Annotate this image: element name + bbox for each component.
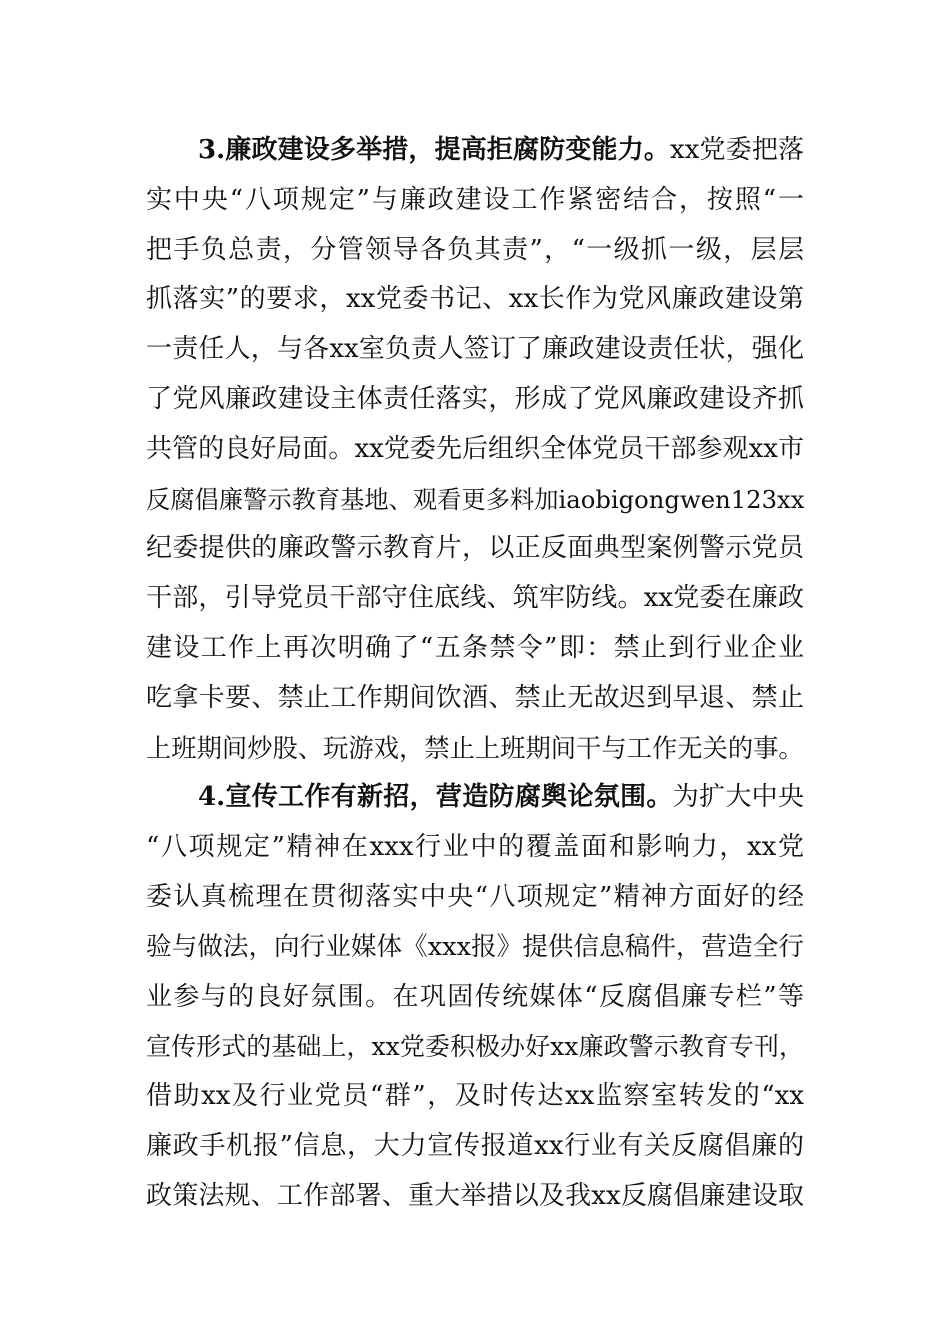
section-3-line: 建设工作上再次明确了“五条禁令”即：禁止到行业企业 [146, 632, 804, 663]
section-3-first-line-text: xx党委把落 [670, 135, 804, 165]
section-4-heading: 4.宣传工作有新招，营造防腐舆论氛围。 [198, 782, 673, 813]
section-3-line: 一责任人，与各xx室负责人签订了廉政建设责任状，强化 [146, 334, 804, 365]
section-4-line: 廉政手机报”信息，大力宣传报道xx行业有关反腐倡廉的 [146, 1130, 804, 1161]
section-3-first-line [198, 126, 804, 176]
section-3-line: 纪委提供的廉政警示教育片，以正反面典型案例警示党员 [146, 533, 804, 564]
document-body [0, 126, 950, 1222]
section-3-line: 干部，引导党员干部守住底线、筑牢防线。xx党委在廉政 [146, 583, 804, 614]
section-4-line: 验与做法，向行业媒体《xxx报》提供信息稿件，营造全行 [146, 931, 804, 962]
section-3-line: 抓落实”的要求，xx党委书记、xx长作为党风廉政建设第 [146, 284, 804, 315]
section-3-line: 把手负总责，分管领导各负其责”，“一级抓一级，层层 [146, 234, 804, 265]
section-3-last-line: 上班期间炒股、玩游戏，禁止上班期间干与工作无关的事。 [146, 733, 804, 763]
section-3-heading: 3.廉政建设多举措，提高拒腐防变能力。 [198, 135, 671, 165]
section-4-line: 业参与的良好氛围。在巩固传统媒体“反腐倡廉专栏”等 [146, 981, 804, 1012]
section-3-line: 实中央“八项规定”与廉政建设工作紧密结合，按照“一 [146, 184, 804, 215]
section-4-first-line-text: 为扩大中央 [672, 782, 804, 813]
section-4-line: 委认真梳理在贯彻落实中央“八项规定”精神方面好的经 [146, 881, 804, 912]
section-3-line: 共管的良好局面。xx党委先后组织全体党员干部参观xx市 [146, 433, 804, 464]
section-3-line: 吃拿卡要、禁止工作期间饮酒、禁止无故迟到早退、禁止 [146, 682, 804, 713]
section-4-first-line [198, 773, 804, 823]
section-4-line: 借助xx及行业党员“群”，及时传达xx监察室转发的“xx [146, 1081, 804, 1112]
section-4-line: 政策法规、工作部署、重大举措以及我xx反腐倡廉建设取 [146, 1180, 804, 1211]
section-3-line: 了党风廉政建设主体责任落实，形成了党风廉政建设齐抓 [146, 383, 804, 414]
section-3-line: 反腐倡廉警示教育基地、观看更多料加iaobigongwen123xx [146, 484, 805, 514]
section-4-line: “八项规定”精神在xxx行业中的覆盖面和影响力，xx党 [146, 832, 804, 863]
section-4-line: 宣传形式的基础上，xx党委积极办好xx廉政警示教育专刊， [146, 1032, 804, 1062]
